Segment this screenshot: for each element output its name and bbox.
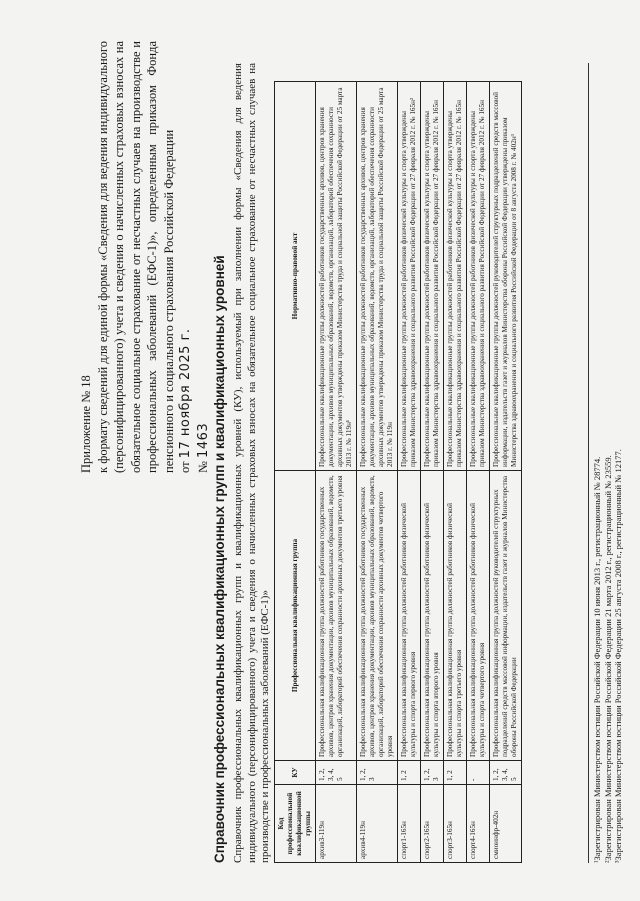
cell-group: Профессиональная квалификационная группа должностей работников физической культуры и спорта первого уровня xyxy=(398,471,421,761)
qualification-groups-table xyxy=(274,81,522,863)
footnote: ²Зарегистрирован Министерством юстиции Российской Федерации 21 марта 2012 г., регистрационный № 23559. xyxy=(602,455,613,863)
cell-group: Профессиональная квалификационная группа должностей работников физической культуры и спорта четвертого уровня xyxy=(467,471,490,761)
date-prefix: от xyxy=(178,461,192,473)
cell-code: спорт3-165н xyxy=(444,785,467,863)
handwritten-date: 17 ноября 2025 г. xyxy=(178,328,193,459)
cell-act: Профессиональные квалификационные группы должностей работников физической культуры и спорта утверждены приказом Министерства здравоохранения и социального развития Российской Федерации от 27 февраля 2012 г. № 165н xyxy=(467,82,490,471)
cell-act: Профессиональные квалификационные группы должностей работников государственных архивов, центров хранения документации, архивов муниципальных образований, ведомств, организаций, лабораторий обеспечения сохранности архивных документов утверждены приказом Министерства труда и социальной защиты Российской Федерации от 25 марта 2013 г. № 119н xyxy=(357,82,398,471)
appendix-order-line xyxy=(195,41,213,473)
cell-group: Профессиональная квалификационная группа должностей руководителей структурных подразделений средств массовой информации, издательств газет и журналов Министерства обороны Российской Федерации xyxy=(490,471,522,761)
cell-act: Профессиональные квалификационные группы должностей работников физической культуры и спорта утверждены приказом Министерства здравоохранения и социального развития Российской Федерации от 27 февраля 2012 г. № 165н xyxy=(444,82,467,471)
footnote: ¹Зарегистрирован Министерством юстиции Российской Федерации 10 июня 2013 г., регистрационный № 28774. xyxy=(592,456,602,863)
header-group: Профессиональная квалификационная группа xyxy=(275,471,316,761)
cell-ku: 1, 2, 3, 4, 5 xyxy=(316,761,357,785)
appendix-block xyxy=(78,41,212,473)
appendix-date-line xyxy=(177,41,195,473)
table-row xyxy=(444,82,467,863)
appendix-body: к формату сведений для единой формы «Сведения для ведения индивидуального (персонифицированного) учета и сведения о начисленных страховых взносах на обязательное социальное страхование от несчастных случаев на производстве и профессиональных заболеваний (ЕФС-1)», определенным приказом Фонда пенсионного и социального страхования Российской Федерации xyxy=(95,41,176,473)
cell-group: Профессиональная квалификационная группа должностей работников государственных архивов, центров хранения документации, архивов муниципальных образований, ведомств, организаций, лабораторий обеспечения сохранности архивных документов третьего уровня xyxy=(316,471,357,761)
cell-code: архив3-119н xyxy=(316,785,357,863)
appendix-number: Приложение № 18 xyxy=(79,375,93,473)
header-ku: КУ xyxy=(275,761,316,785)
header-act: Нормативно-правовой акт xyxy=(275,82,316,471)
cell-code: смиоинфр-402н xyxy=(490,785,522,863)
header-code: Код профессиональной квалификационной группы xyxy=(275,785,316,863)
table-row xyxy=(316,82,357,863)
handwritten-order-no: 1463 xyxy=(195,422,211,458)
cell-act: Профессиональные квалификационные группы должностей руководителей структурных подразделений средств массовой информации, издательств газет и журналов Министерства обороны Российской Федерации утверждены приказом Министерства здравоохранения и социального развития Российской Федерации от 8 августа 2008 г. № 402н³ xyxy=(490,82,522,471)
cell-code: спорт2-165н xyxy=(421,785,444,863)
cell-act: Профессиональные квалификационные группы должностей работников физической культуры и спорта утверждены приказом Министерства здравоохранения и социального развития Российской Федерации от 27 февраля 2012 г. № 165н² xyxy=(398,82,421,471)
table-header-row xyxy=(275,82,316,863)
document-title: Справочник профессиональных квалификационных групп и квалификационных уровней xyxy=(212,255,227,863)
cell-ku: 1, 2, 3, 4, 5 xyxy=(490,761,522,785)
cell-group: Профессиональная квалификационная группа должностей работников государственных архивов, центров хранения документации, архивов муниципальных образований, ведомств, организаций, лабораторий обеспечения сохранности архивных документов четвертого уровня xyxy=(357,471,398,761)
table-row xyxy=(490,82,522,863)
cell-group: Профессиональная квалификационная группа должностей работников физической культуры и спорта третьего уровня xyxy=(444,471,467,761)
cell-act: Профессиональные квалификационные группы должностей работников государственных архивов, центров хранения документации, архивов муниципальных образований, ведомств, организаций, лабораторий обеспечения сохранности архивных документов утверждены приказом Министерства труда и социальной защиты Российской Федерации от 25 марта 2013 г. № 119н¹ xyxy=(316,82,357,471)
table-row xyxy=(421,82,444,863)
footnotes xyxy=(588,63,624,863)
cell-group: Профессиональная квалификационная группа должностей работников физической культуры и спорта второго уровня xyxy=(421,471,444,761)
cell-ku: - xyxy=(467,761,490,785)
table-row xyxy=(357,82,398,863)
cell-ku: 1, 2 xyxy=(444,761,467,785)
cell-code: архив4-119н xyxy=(357,785,398,863)
footnote: ³Зарегистрирован Министерством юстиции Российской Федерации 25 августа 2008 г., регистрационный № 12177. xyxy=(613,449,623,863)
order-no-prefix: № xyxy=(195,461,210,473)
cell-ku: 1, 2, 3 xyxy=(357,761,398,785)
cell-ku: 1, 2 xyxy=(398,761,421,785)
cell-code: спорт1-165н xyxy=(398,785,421,863)
cell-act: Профессиональные квалификационные группы должностей работников физической культуры и спорта утверждены приказом Министерства здравоохранения и социального развития Российской Федерации от 27 февраля 2012 г. № 165н xyxy=(421,82,444,471)
table-row xyxy=(467,82,490,863)
cell-ku: 1, 2, 3 xyxy=(421,761,444,785)
table-row xyxy=(398,82,421,863)
intro-paragraph: Справочник профессиональных квалификационных групп и квалификационных уровней (КУ), используемый при заполнении формы «Сведения для ведения индивидуального (персонифицированного) учета и сведения о начисленных страховых взносах на обязательное социальное страхование от несчастных случаев на производстве и профессиональных заболеваний (ЕФС-1)» xyxy=(232,63,271,863)
cell-code: спорт4-165н xyxy=(467,785,490,863)
